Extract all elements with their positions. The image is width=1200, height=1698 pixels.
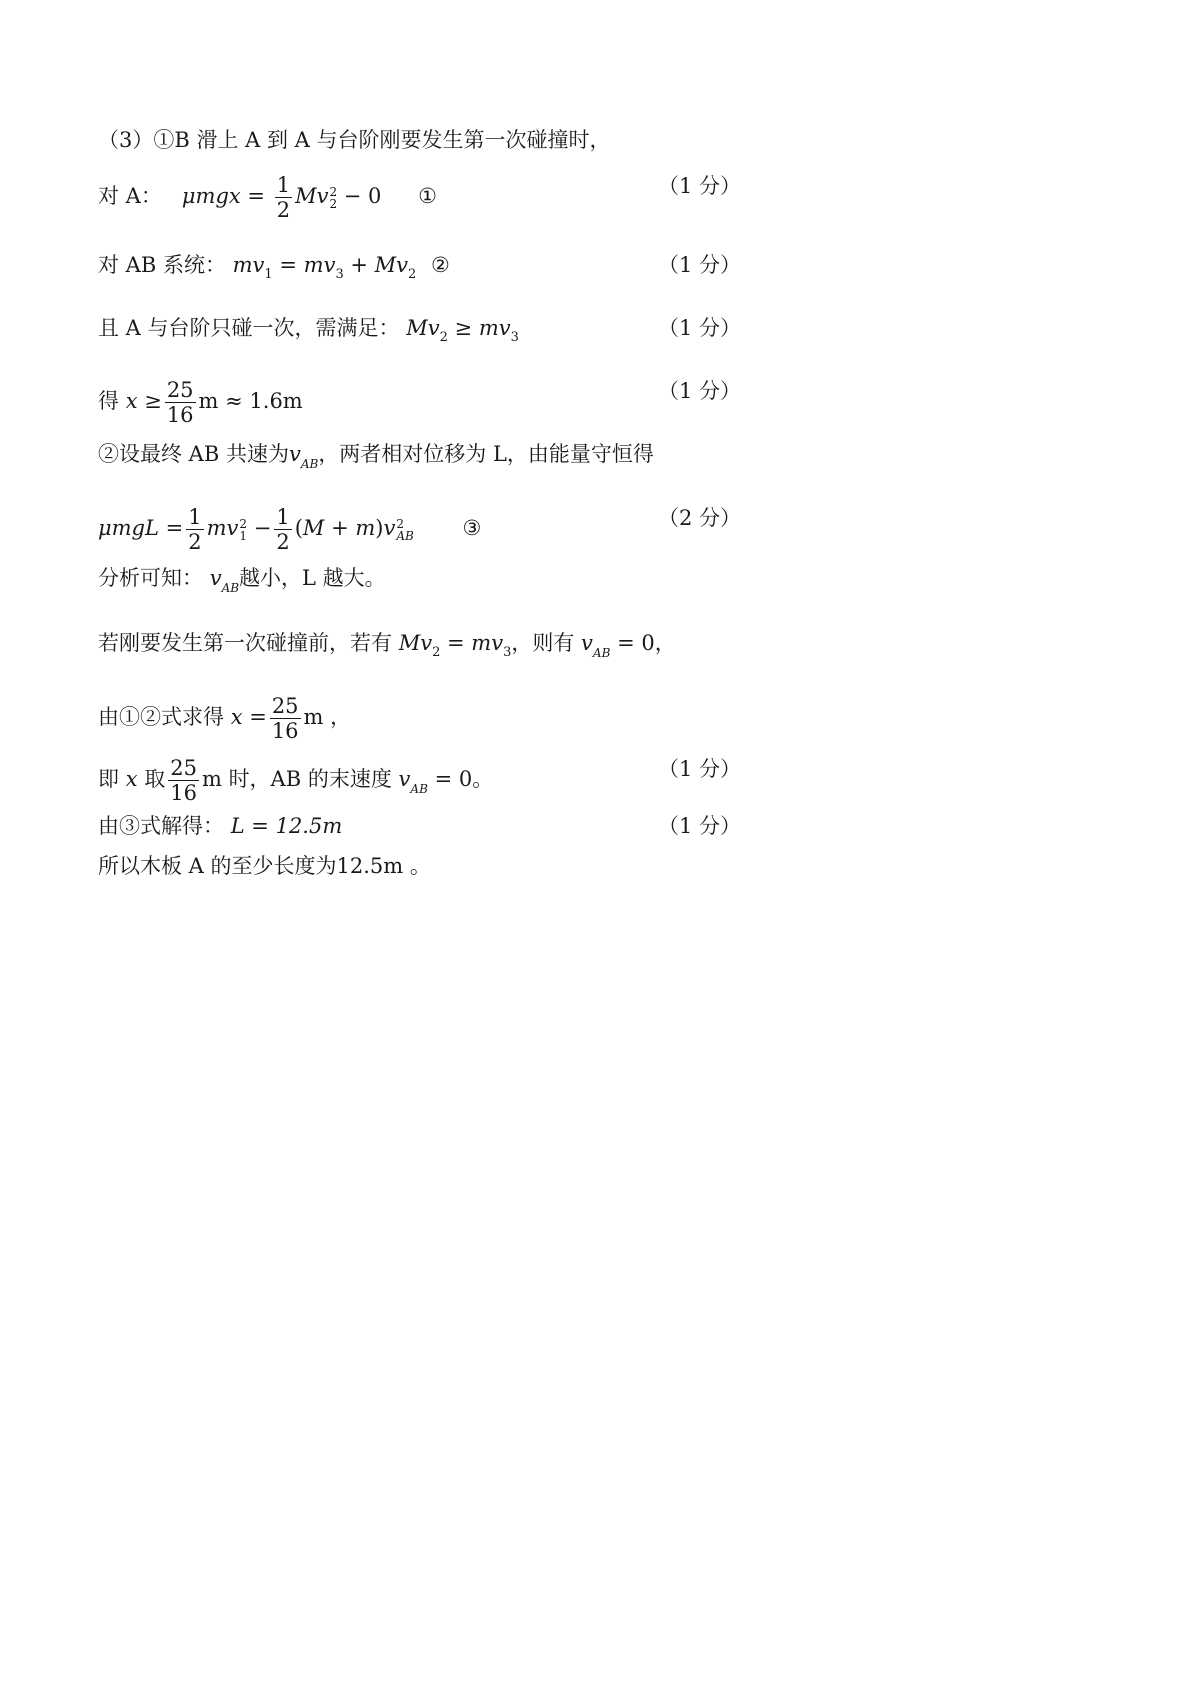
line-4 (98, 315, 742, 351)
score-1: （1 分） (658, 174, 742, 198)
line-1 (98, 127, 611, 153)
line-2 (98, 173, 742, 222)
line-8 (98, 565, 386, 601)
line-1-text: （3）①B 滑上 A 到 A 与台阶刚要发生第一次碰撞时， (98, 128, 611, 152)
equation-3: μmgL = $\frac{1}{2}$ mv 2 1 − $\frac{1}{2}$ (M + m)v 2 AB (98, 505, 414, 554)
line-12 (98, 813, 742, 839)
line-7 (98, 505, 742, 554)
line-11-prefix: 即 (98, 767, 119, 791)
inequality-1: $Mv_2 \ge mv_3$ (406, 316, 519, 345)
line-2-prefix: 对 A： (98, 184, 162, 208)
line-9-mid: ，则有 (511, 631, 575, 655)
v-ab-symbol: $v_{AB}$ (209, 566, 240, 595)
line-11-mid2: 时，AB 的末速度 (228, 767, 392, 791)
line-8-suffix: 越小，L 越大。 (239, 566, 386, 590)
v-ab-symbol: $v_{AB}$ (288, 442, 319, 471)
line-3-prefix: 对 AB 系统： (98, 253, 226, 277)
line-6 (98, 441, 654, 477)
line-12-prefix: 由③式解得： (98, 814, 224, 838)
line-9 (98, 630, 676, 666)
line-9-end: ， (654, 631, 676, 655)
fraction-25-16: $\frac{25}{16}$ (166, 378, 194, 427)
equation-1: μmgx = $\frac{1}{2}$ Mv 2 2 − 0 (181, 173, 382, 222)
equation-2: $mv_1 = mv_3 + Mv_2$ (232, 253, 417, 282)
equation-6: x = $\frac{25}{16}$ m (230, 694, 324, 743)
equation-marker-1: ① (418, 184, 437, 208)
equation-marker-2: ② (431, 253, 450, 277)
equation-7: $v_{AB} = 0$ (398, 767, 473, 796)
line-8-prefix: 分析可知： (98, 566, 203, 590)
line-9-prefix: 若刚要发生第一次碰撞前，若有 (98, 631, 392, 655)
fraction-half: $\frac{1}{2}$ (276, 173, 291, 222)
line-6-suffix: ，两者相对位移为 L，由能量守恒得 (318, 442, 654, 466)
line-10-end: ， (330, 705, 352, 729)
score-7: （1 分） (658, 814, 742, 838)
line-5-prefix: 得 (98, 389, 119, 413)
inequality-2: x ≥ $\frac{25}{16}$ m ≈ 1.6m (125, 378, 303, 427)
score-2: （1 分） (658, 253, 742, 277)
line-5 (98, 378, 742, 427)
line-13 (98, 853, 431, 879)
line-10 (98, 694, 351, 743)
line-11-end: 。 (472, 767, 494, 791)
equation-8: L = 12.5m (230, 814, 343, 838)
line-11: 即 x 取 $\frac{25}{16}$ m 时，AB 的末速度 $v_{AB} = 0$。 （1 分） (98, 756, 742, 805)
equation-5: $v_{AB} = 0$ (581, 631, 655, 660)
line-11-mid1: 取 (144, 767, 166, 791)
score-6: （1 分） (658, 757, 742, 781)
line-13-text: 所以木板 A 的至少长度为12.5m 。 (98, 854, 431, 878)
line-3 (98, 252, 742, 288)
equation-4: $Mv_2 = mv_3$ (398, 631, 512, 660)
line-6-text: ②设最终 AB 共速为 (98, 442, 289, 466)
line-10-prefix: 由①②式求得 (98, 705, 224, 729)
score-3: （1 分） (658, 316, 742, 340)
line-4-prefix: 且 A 与台阶只碰一次，需满足： (98, 316, 400, 340)
equation-marker-3: ③ (462, 516, 482, 540)
score-4: （1 分） (658, 379, 742, 403)
score-5: （2 分） (658, 506, 742, 530)
